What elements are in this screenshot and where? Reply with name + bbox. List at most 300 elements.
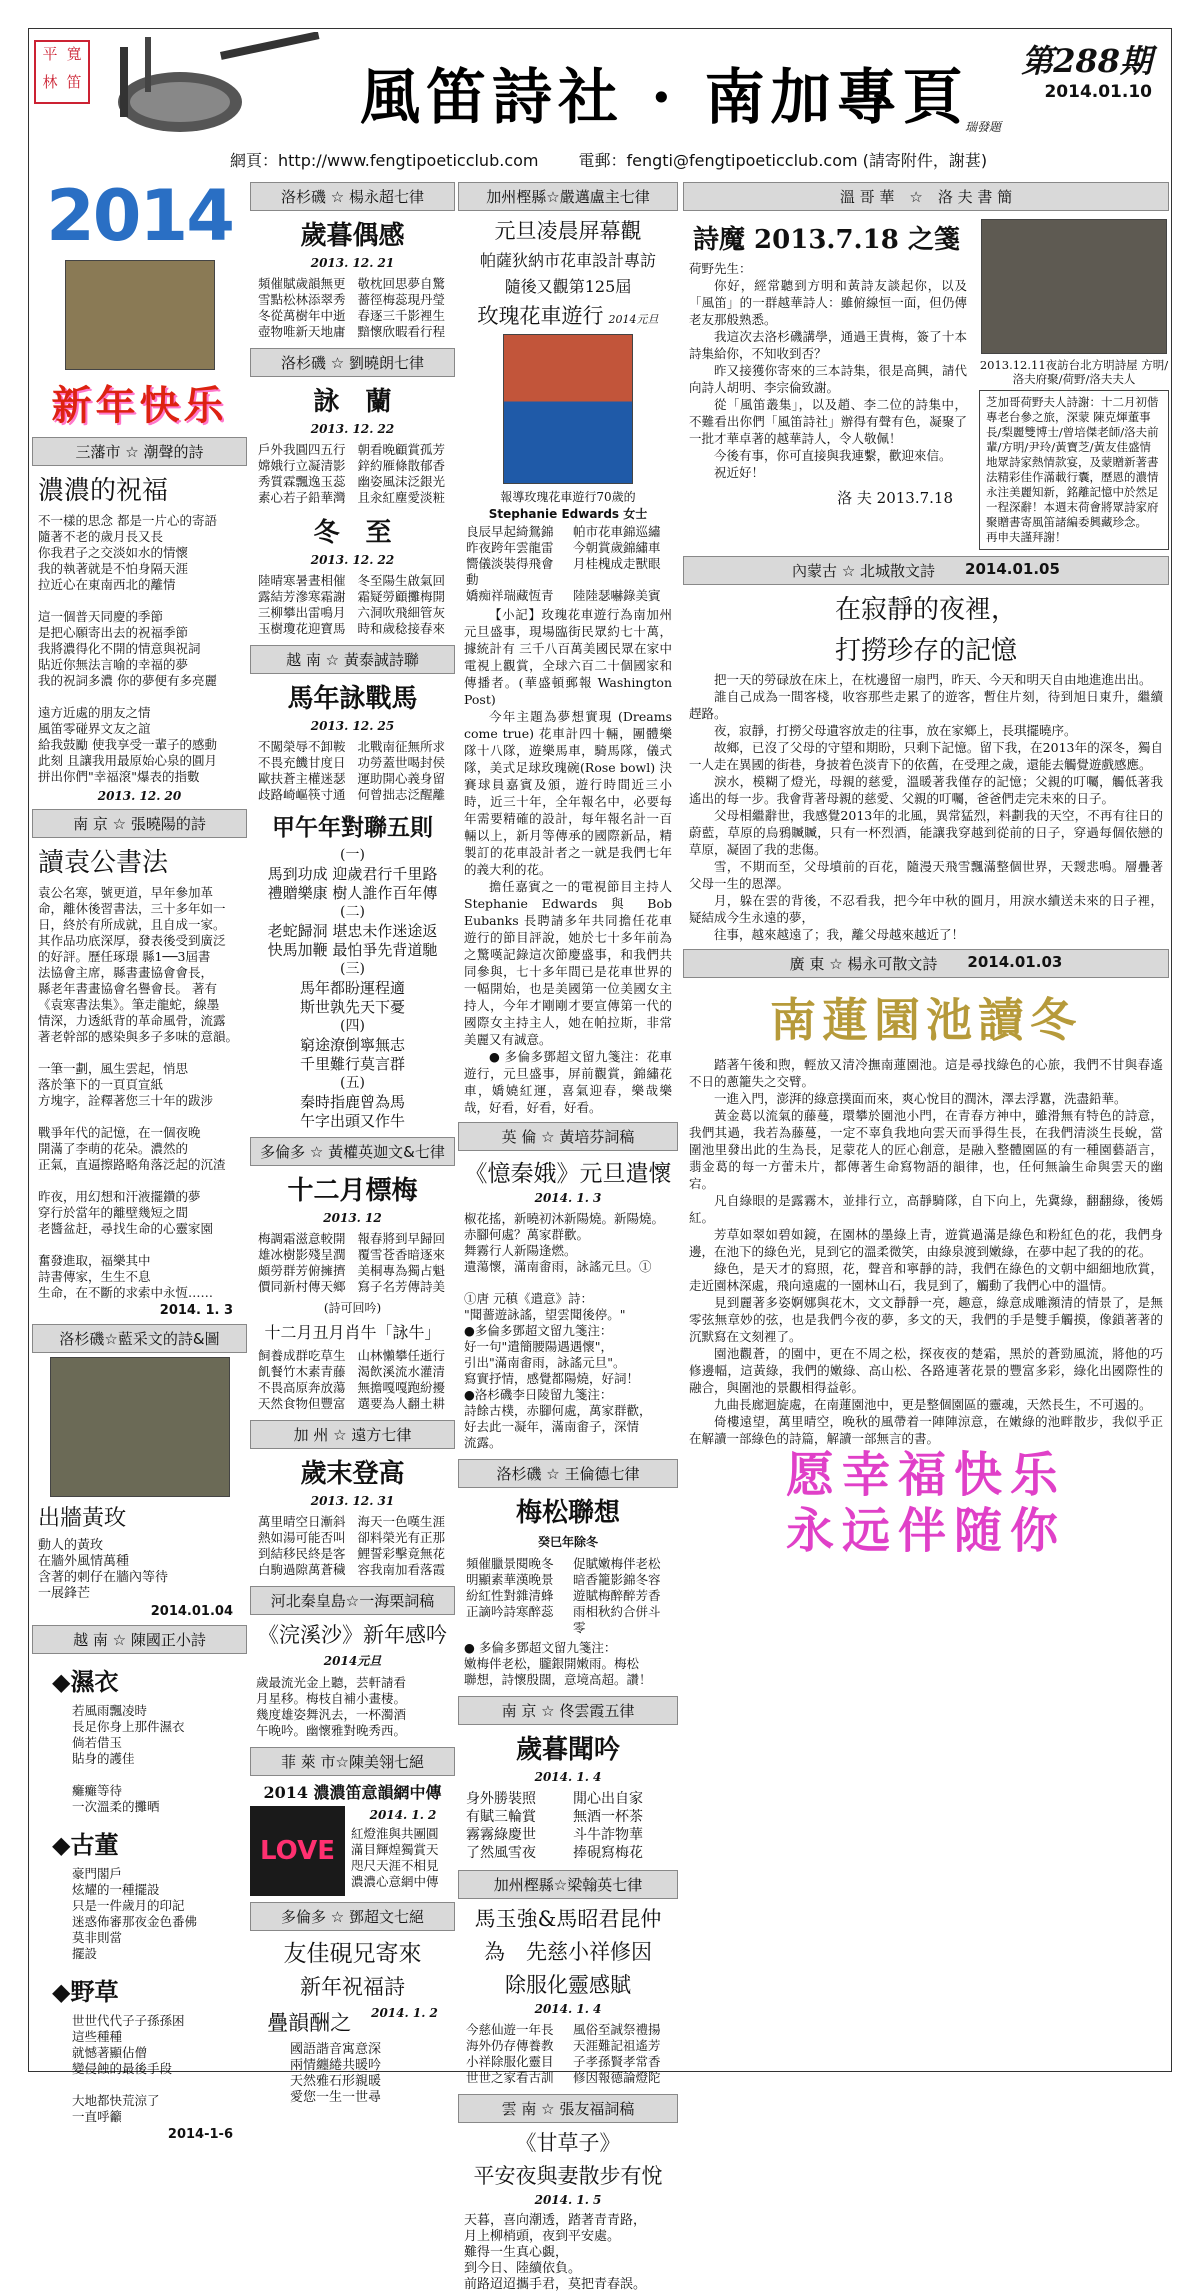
text-line: 若風雨飄凌時 — [72, 1703, 148, 1718]
section-header: 多倫多 ☆ 黃權英迦文&七律 — [250, 1137, 455, 1166]
text-line: 往事，越來越遠了；我，離父母越來越近了！ — [714, 927, 965, 942]
text-line: 暗香籠影錦冬容 — [573, 1572, 661, 1587]
text-line: 身外勝裝照 — [466, 1791, 536, 1807]
contact-bar — [230, 148, 1110, 172]
text-line: ①唐 元稹《遣意》詩： — [464, 1291, 593, 1306]
issue-number: 第288期 — [1021, 42, 1152, 80]
text-line: 功勞蓋世喝封侯 — [357, 755, 446, 770]
text-line: 捧硯寫梅花 — [573, 1845, 643, 1861]
text-line: 我的執著就是不怕身隔天涯 — [38, 561, 189, 576]
text-line: 有賦三輪賞 — [466, 1809, 536, 1825]
text-line: 雪點松林添翠秀 — [258, 292, 346, 307]
poem-body — [458, 2211, 678, 2295]
poem-body — [250, 571, 455, 639]
text-line: 一進入門，澎湃的綠意撲面而來，爽心悅目的潤沐，澤去浮囂，洗盡鉛華。 — [714, 1091, 1127, 1106]
couplet-line: 窮途潦倒寧無志 — [299, 1036, 405, 1054]
text-line: 鋅約雁條散郁香 — [357, 458, 446, 473]
poem-date: 2014元旦 — [323, 1654, 382, 1668]
poem-body — [32, 1701, 247, 1817]
bottom-greeting-banner — [683, 1447, 1169, 1559]
text-line: 倘若借玉 — [72, 1735, 123, 1750]
poem-title: 詠 蘭 — [313, 387, 392, 417]
photo-caption: 2013.12.11夜訪台北方明詩屋 方明/洛夫府聚/荷野/洛夫夫人 — [979, 358, 1169, 386]
text-line: 一次溫柔的攤晒 — [72, 1799, 160, 1814]
couplet-line: 快馬加鞭 最怕爭先背道馳 — [267, 941, 438, 959]
text-line: 帕市花車錦巡繡 — [573, 524, 661, 539]
section-header-date: 2014.01.03 — [967, 953, 1063, 971]
text-line: 陸陸瑟嚇錄美賓 — [573, 588, 661, 603]
section-header: 菲 萊 市☆陳美翎七絕 — [250, 1747, 455, 1776]
text-line: 是把心願寄出去的祝福季節 — [38, 625, 189, 640]
text-line: 天然食物但豐富 — [258, 1396, 346, 1411]
text-line: 舞霧行人新陽逢燃。 — [464, 1243, 577, 1258]
column-b — [250, 176, 455, 2108]
poem-body — [250, 1229, 455, 1297]
couplet-number: (四) — [340, 1018, 365, 1034]
couplet-number: (三) — [340, 961, 365, 977]
text-line: 就憾著顯佔僧 — [72, 2045, 148, 2060]
text-line: 天然雅石形親暖 — [290, 2074, 382, 2089]
text-line: 報春將到早歸回 — [357, 1231, 446, 1246]
couplet-line: 午字出頭又作牛 — [299, 1112, 405, 1130]
text-line: ●洛杉磯李日陵留九箋注： — [464, 1387, 613, 1402]
text-line: 開滿了李萌的花朵。濃然的 — [38, 1141, 189, 1156]
masthead — [30, 30, 1170, 148]
text-line: 嫦娥行立凝清影 — [258, 458, 346, 473]
text-line: ● 多倫多鄧超文留九箋注：花車遊行，元旦盛事，屏前觀賞，錦繡花車，嬌嬈紅運，喜氣迎春，樂哉樂哉，好看，好看，好看。 — [464, 1049, 672, 1115]
group-photo — [981, 219, 1167, 354]
section-header: 洛杉磯 ☆ 劉曉朗七律 — [250, 348, 455, 377]
text-line — [38, 1045, 241, 1061]
text-line: 踏著午後和煦，輕放又清冷撫南蓮園池。這是尋找綠色的心旅，我們不甘與春遙不日的蔥籠失之交臂。 — [689, 1057, 1163, 1089]
text-line: 引出"滿南畬雨，詠謠元旦"。 — [464, 1355, 626, 1370]
letter-body — [683, 277, 973, 481]
text-line: 渴飲溪流水灌清 — [357, 1364, 446, 1379]
poem-body — [250, 1512, 455, 1580]
text-line: 芝加哥荷野夫人詩謝：十二月初偕專老台參之旅，深蒙 陳克煇董事長/梨麗雙博士/曾培傑老師/洛夫前輩/方明/尹玲/黃寶芝/黃友佳盛情地眾詩家熱情款宴，及蒙贈新著書法精彩佳作滿載行囊，歷恩的濃情永注美麗知新，銘離記憶中於然足一程深辭！本週末荷會將眾詩家府聚贈書寄風笛諸編委興藏珍念。 — [986, 395, 1159, 529]
text-line: 昨夜跨年雲龍雷 — [466, 540, 554, 555]
section-header-label: 廣 東 ☆ 楊永可散文詩 — [789, 955, 938, 973]
text-line: 風俗至誠祭禮揚 — [573, 2022, 661, 2037]
column-c — [458, 176, 678, 2295]
letter-section — [683, 215, 1169, 550]
poem-title: ◆野草 — [52, 1977, 119, 2006]
poem-title: 梅松聯想 — [515, 1498, 620, 1528]
seal-char: 平 — [42, 45, 58, 63]
text-line: 拼出你們"幸福滾"爆表的指數 — [38, 769, 200, 784]
letter-greeting: 荷野先生： — [689, 261, 752, 276]
text-line: 滿目輝煌獨賞天 — [351, 1842, 439, 1857]
text-line: 飼養成群吃草生 — [258, 1348, 346, 1363]
text-line: 園池觀蒼，的園中，更在不周之松，探夜夜的楚霜，黑於的蒼勁風流，將他的巧修邊幅，這黃綠，我們的嫩綠、高山松、各路連著花景的豐富多彩，綠化出國際性的融合，與圍池的景觀相得益彰。 — [689, 1346, 1163, 1395]
love-image: LOVE — [250, 1806, 345, 1896]
text-line: 遠方近處的朋友之情 — [38, 705, 151, 720]
text-line: 戰爭年代的記憶，在一個夜晚 — [38, 1125, 201, 1140]
couplet-line: 馬到功成 迎歲君行千里路 — [267, 865, 438, 883]
text-line: 穿行於當年的離壁幾短之間 — [38, 1205, 189, 1220]
section-header-label: 內蒙古 ☆ 北城散文詩 — [792, 562, 936, 580]
poem-date: 2014. 1. 3 — [159, 1303, 233, 1318]
text-line: 玉樹瓊花迎寶馬 — [258, 621, 346, 636]
text-line: 閒心出自家 — [573, 1791, 643, 1807]
text-line: 天涯難記祖遙芳 — [573, 2038, 661, 2053]
text-line: 你好，經常聽到方明和黃詩友談起你，以及「風笛」的一群越華詩人：雖俯線恒一面，但仍傳老友那般熟悉。 — [689, 278, 967, 327]
poem-subtitle: 疊韻酬之 — [267, 2011, 352, 2035]
poem-date: 2013. 12. 31 — [310, 1494, 395, 1508]
text-line: 昨夜，用幻想和汗液擺鑽的夢 — [38, 1189, 201, 1204]
text-line: 正氣，直逼擦路略角落泛起的沉渣 — [38, 1157, 226, 1172]
couplet-line: 老蛇歸洞 堪忠未作迷途返 — [267, 922, 438, 940]
thanks-box-body — [986, 395, 1162, 545]
text-line: 修因報德論燈陀 — [573, 2070, 661, 2085]
text-line — [464, 1275, 672, 1291]
poem-body — [32, 511, 247, 787]
poem-date: 2014. 1. 2 — [369, 1808, 437, 1822]
poem-title: 讀袁公書法 — [38, 848, 169, 878]
text-line — [72, 1767, 241, 1783]
text-line: 給我鼓勵 使我享受一輩子的感動 — [38, 737, 217, 752]
love-poem-row — [250, 1806, 455, 1896]
text-line: 我將濃得化不開的情意與祝詞 — [38, 641, 201, 656]
poem-subtitle: 隨後又觀第125屆 — [504, 277, 632, 296]
text-line: 兩情纏綣共暖吟 — [290, 2058, 382, 2073]
text-line: 癱癱等待 — [72, 1783, 123, 1798]
text-line: 我的祝詞多濃 你的夢便有多亮麗 — [38, 673, 217, 688]
couplet-number: (二) — [340, 904, 365, 920]
text-line: 這些種種 — [72, 2029, 123, 2044]
text-line: 霜疑勞顧攤梅開 — [357, 589, 446, 604]
poem-subtitle: 新年祝福詩 — [300, 1975, 405, 1999]
letter-title: 詩魔 2013.7.18 之箋 — [693, 225, 960, 255]
poem-date: 2014. 1. 5 — [534, 2193, 602, 2207]
text-line: 三柳攀出雷鳴月 — [258, 605, 346, 620]
text-line: 冬至陽生啟氣回 — [357, 573, 446, 588]
poem-title: 為 先慈小祥修因 — [484, 1940, 652, 1964]
horse-statue-image — [65, 260, 215, 370]
poem-title: 2014 濃濃笛意韻網中傳 — [263, 1783, 442, 1802]
section-header: 河北秦皇島☆一海栗詞稿 — [250, 1586, 455, 1615]
text-line: 黃金葛以流氣的藤蔓，環攀於園池小門，在青春方神中，雖滑無有特色的詩意，我們其過，我若為藤蔓，一定不辜負我地向雲天而爭得生長，在我們清淡生長蛻，當圍池里發出此的生為長，足蒙花人的匠心創意，是融入整體園區的有一種園藝語言，翡金葛的每一方蕾未片，都傳著生命寫物語的韻律，也，任何無論生命與雲天的幽宕。 — [689, 1108, 1163, 1191]
text-line: 雄冰樹影殘呈潤 — [258, 1247, 346, 1262]
text-line: 著老幹部的感染與多子多味的意韻。 — [38, 1029, 239, 1044]
text-line: 淚水，模糊了燈光，母親的慈愛，溫暖著我僅存的記憶；父親的叮囑，觸低著我遙出的每一步。我會背著母親的慈愛、父親的叮囑，爸爸們走完未來的日子。 — [689, 774, 1163, 806]
text-line: 時和歲稔接春來 — [357, 621, 446, 636]
text-line: 見到麗著多姿婀娜與花木，文文靜靜一亮，趣意，綠意成雕瀕清的情景了，是無零弦無章妙的弦，也是我們今夜的夢，多文的天，我們的手是雙手觸摸，像鎖著著的沉默寫在文刻裡了。 — [689, 1295, 1163, 1344]
text-line: 海天一色嘆生涯 — [357, 1514, 446, 1529]
text-line: 赤腳何處？萬家群歡。 — [464, 1227, 590, 1242]
text-line: 雪，不期而至，父母墳前的百花，隨漫天飛雪飄滿整個世界，天靉悲鳴。層疊著父母一生的恩澤。 — [689, 859, 1163, 891]
poem-title: 除服化靈感賦 — [505, 1973, 631, 1997]
poem-date: 2014.01.04 — [150, 1604, 233, 1619]
poem-body — [458, 1209, 678, 1453]
poem-body — [250, 1673, 455, 1741]
text-line: 且汆紅塵愛淡粧 — [357, 490, 446, 505]
essay-title: 打撈珍存的記憶 — [834, 636, 1017, 666]
section-header: 三藩市 ☆ 潮聲的詩 — [32, 437, 247, 466]
column-a — [32, 176, 247, 2142]
poem-body — [32, 1864, 247, 1964]
text-line: "聞薔遊詠謠，望雲聞後停。" — [464, 1307, 626, 1322]
text-line: 命，離休後習書法，三十多年如一 — [38, 901, 226, 916]
poem-body — [458, 522, 678, 606]
poem-body — [250, 737, 455, 805]
text-line: 不畏充饑甘度日 — [258, 755, 346, 770]
text-line: 方塊字，詮釋著您三十年的跋涉 — [38, 1093, 214, 1108]
text-line: 的好評。歷任琢璟 縣1──3屆書 — [38, 949, 211, 964]
poem-title: 馬玉強&馬昭君昆仲 — [474, 1907, 662, 1931]
masthead-title: 風笛詩社 · 南加專頁 — [360, 63, 969, 133]
text-line: 頻催賦歲韻無更 — [258, 276, 346, 291]
bottom-greeting-line: 愿幸福快乐 — [785, 1447, 1066, 1503]
text-line: 法協會主席，縣書畫協會會長， — [38, 965, 214, 980]
text-line: 一展鋒芒 — [38, 1586, 91, 1601]
text-line: 寫實抒情，感覺都陽燒，好詞！ — [464, 1371, 640, 1386]
text-line: 咫尺天涯不相見 — [351, 1858, 439, 1873]
text-line: 何曾拙志泛醒離 — [357, 787, 446, 802]
text-line: 豪門閣戶 — [72, 1866, 123, 1881]
text-line: 我這次去洛杉磯講學，通過王貴梅，簽了十本詩集給你，不知收到否？ — [689, 329, 967, 361]
letter-signature: 洛 夫 2013.7.18 — [837, 489, 953, 507]
poem-body — [458, 1788, 678, 1864]
text-line: 奮發進取，福樂其中 — [38, 1253, 151, 1268]
section-header: 越 南 ☆ 黃泰誠詩聯 — [250, 645, 455, 674]
poem-date: 2013. 12. 21 — [310, 256, 395, 270]
section-header: 加州樫縣☆梁翰英七律 — [458, 1870, 678, 1899]
text-line: ● 多倫多鄧超文留九箋注： — [464, 1640, 617, 1655]
text-line: 炫耀的一種擺設 — [72, 1882, 160, 1897]
poem-date: 2013. 12. 22 — [310, 422, 395, 436]
poem-body — [32, 2011, 247, 2127]
text-line: 故鄉，已沒了父母的守望和期盼，只剩下記憶。留下我，在2013年的深冬，獨自一人走在異國的街巷，身披着色淡青下的依舊，在受理之歲，還能去觸覺遊戲感應。 — [689, 740, 1163, 772]
text-line: 價同新村傳天鄉 — [258, 1279, 346, 1294]
poem-title: 歲暮聞吟 — [515, 1735, 620, 1765]
bottom-greeting-line: 永远伴随你 — [785, 1503, 1066, 1559]
text-line: 正謫吟詩寒醉蕊 — [466, 1604, 554, 1619]
poem-date: 2013. 12. 20 — [97, 789, 182, 803]
section-header: 多倫多 ☆ 鄧超文七絕 — [250, 1902, 455, 1931]
text-line: 只是一件歲月的印記 — [72, 1898, 185, 1913]
text-line — [38, 689, 241, 705]
poem-body — [250, 2040, 455, 2108]
text-line: 把一天的勞碌放在床上，在枕邊留一扇門，昨天、今天和明天自由地進進出出。 — [714, 672, 1152, 687]
text-line: 變侵蝕的最後手段 — [72, 2061, 173, 2076]
couplet-line: 馬年都盼運程適 — [299, 979, 405, 997]
text-line: 世世之家看古訓 — [466, 2070, 554, 2085]
text-line: 嚮儀淡裝得飛會動 — [466, 556, 554, 587]
poem-title: 冬 至 — [313, 518, 392, 548]
section-header: 雲 南 ☆ 張友福詞稿 — [458, 2094, 678, 2123]
photo-caption: 報導玫瑰花車遊行70歲的 — [500, 490, 636, 504]
text-line: 子孝孫賢孝常香 — [573, 2054, 661, 2069]
poem-date: 2013. 12 — [323, 1211, 382, 1225]
text-line: 濃濃心意網中傳 — [351, 1874, 439, 1889]
poem-notes — [458, 606, 678, 1116]
text-line: 祝近好！ — [714, 465, 765, 480]
poem-date: 2013. 12. 22 — [310, 553, 395, 567]
section-header-date: 2014.01.05 — [965, 560, 1060, 578]
text-line: 不闖榮辱不卸鞍 — [258, 739, 346, 754]
poem-date: 2014元旦 — [608, 313, 659, 326]
couplet-number: (五) — [340, 1075, 365, 1091]
text-line: 素心若子鉛華灣 — [258, 490, 346, 505]
text-line: 縣老年書畫協會名譽會長。 著有 — [38, 981, 217, 996]
poem-body — [458, 1554, 678, 1638]
text-line — [72, 2077, 241, 2093]
text-line: 覆雪苍香暗逐來 — [357, 1247, 446, 1262]
poem-title-row — [458, 300, 678, 330]
poem-title: 歲末登高 — [300, 1459, 405, 1489]
text-line: 朝看晚顧賞孤芳 — [357, 442, 446, 457]
poem-subtitle-row — [250, 2004, 455, 2040]
poem-date: 2014-1-6 — [167, 2127, 233, 2142]
text-line: 斗牛詐物華 — [573, 1827, 643, 1843]
text-line: 日，終於有所成就，且自成一家。 — [38, 917, 226, 932]
bagpipe-illustration — [100, 32, 330, 142]
text-line: 歧路崎嶇筷寸通 — [258, 787, 346, 802]
text-line — [38, 1237, 241, 1253]
red-seal-stamp — [34, 40, 90, 104]
section-header — [683, 556, 1169, 585]
website-link[interactable]: 網頁：http://www.fengtipoeticclub.com — [230, 151, 539, 170]
year-2014-graphic: 2014 — [46, 175, 233, 257]
poem-date: 2013. 12. 25 — [310, 719, 395, 733]
text-line: 到今日、陸續依負。 — [464, 2261, 582, 2276]
section-header: 洛杉磯 ☆ 王倫德七律 — [458, 1459, 678, 1488]
text-line: 貼近你無法言喻的幸福的夢 — [38, 657, 189, 672]
text-line: 卻料榮光有正那 — [357, 1530, 446, 1545]
poem-body — [32, 1536, 247, 1604]
text-line: 天暮，喜向潮透，踏著青青路， — [464, 2213, 647, 2228]
text-line: 美桐專為獨占魁 — [357, 1263, 446, 1278]
couplet-number: (一) — [340, 847, 365, 863]
text-line: 寫子名芳傳詩美 — [357, 1279, 446, 1294]
yellow-rose-wall-image — [50, 1357, 230, 1497]
text-line: 生命，在不斷的求索中永恆…… — [38, 1285, 214, 1300]
text-line: 了然風雪夜 — [466, 1845, 536, 1861]
text-line: 一直呼籲 — [72, 2109, 123, 2124]
text-line: 不畏高原奔放蕩 — [258, 1380, 346, 1395]
text-line: 紅燈淮與共團圓 — [351, 1826, 439, 1841]
poem-title: 《甘草子》 — [515, 2131, 621, 2155]
text-line: 遺蕩懷，滿南畬雨，詠謠元旦。① — [464, 1259, 652, 1274]
seal-char: 寬 — [66, 45, 82, 63]
couplet-line: 斯世孰先天下憂 — [299, 998, 405, 1016]
section-header: 加 州 ☆ 遠方七律 — [250, 1420, 455, 1449]
text-line: 嬌痴祥瑞藏恆青 — [466, 588, 554, 603]
text-line: 熱如湯可能否叫 — [258, 1530, 346, 1545]
text-line: 午晚吟。幽懷雅對晚秀西。 — [256, 1723, 407, 1738]
text-line: 歲最流光金上聽，芸軒請看 — [256, 1675, 407, 1690]
text-line: 好去此一凝年，滿南畬子，深情 — [464, 1419, 640, 1434]
column-d — [683, 176, 1169, 1559]
section-header: 洛杉磯☆藍采文的詩&圖 — [32, 1324, 247, 1353]
couplet-line: 禮贈樂康 樹人誰作百年傳 — [267, 884, 438, 902]
text-line: 難得一生真心覷， — [464, 2245, 569, 2260]
text-line: 月上柳梢頭，夜到平安處。 — [464, 2229, 621, 2244]
section-header: 加州樫縣☆嚴邁盧主七律 — [458, 182, 678, 211]
seal-char: 林 — [42, 73, 58, 91]
poem-title: 十二月標梅 — [287, 1176, 418, 1206]
text-line: 今慈仙遊一年長 — [466, 2022, 554, 2037]
poem-body — [250, 274, 455, 342]
text-line: 父母相繼辭世，我感覺2013年的北風，異常猛烈，料劃我的天空，不再有往日的蔚藍，草原的烏鴉贓贓，只有一杯烈酒，能讓我穿越到從前的日子，穿過每個依戀的草原，凝固了我的悲傷。 — [689, 808, 1163, 857]
text-line — [38, 1109, 241, 1125]
text-line: 拉近心在東南西北的離情 — [38, 577, 176, 592]
text-line: 幽姿風沫泛銀光 — [357, 474, 446, 489]
text-line: 你我君子之交淡如水的情懷 — [38, 545, 189, 560]
text-line: 明顯素華漢晚景 — [466, 1572, 554, 1587]
couplet-list — [250, 846, 455, 1131]
text-line: 六洞吹飛細管灰 — [357, 605, 446, 620]
poem-title: 濃濃的祝福 — [38, 476, 169, 506]
text-line: 此刻 且讓我用最原始心泉的圓月 — [38, 753, 217, 768]
text-line: 今年主題為夢想實現 (Dreams come true) 花車計四十輛，團體樂隊十八隊，遊樂馬車，騎馬隊，儀式隊，美式足球玫瑰碗(Rose bowl) 決賽球員嘉賓及頒，遊行時間近三小時，近三十年，全年報名中，必要每年需要精確的設計，每年報名計一百輛以上，新月等傳承的國際新品，精製訂的花車設計者之一就是我們七年的義大利的花。 — [464, 709, 672, 877]
text-line: 凡自綠眼的是露霧木，並排行立，高靜騎隊，自下向上，先冀綠，翻翻綠，後嫣紅。 — [689, 1193, 1163, 1225]
poem-title: ◆濕衣 — [52, 1667, 119, 1696]
text-line: 歐扶蒼主權迷瑟 — [258, 771, 346, 786]
text-line: 莫非則當 — [72, 1930, 123, 1945]
text-line: 紛紅性對雜清蜂 — [466, 1588, 554, 1603]
text-line: 一筆一劃，風生雲起，悄思 — [38, 1061, 189, 1076]
text-line: 國語諧音寓意深 — [290, 2042, 382, 2057]
text-line: 雨相秋約合併斗零 — [573, 1604, 661, 1635]
email-link[interactable]: 電郵：fengti@fengtipoeticclub.com (請寄附件，謝葚) — [578, 151, 988, 170]
text-line: 再申夫謹拜謝！ — [986, 530, 1067, 544]
couplet-line: 秦時指鹿曾為馬 — [299, 1093, 405, 1111]
text-line: 無擔嘎嘎跑紛擾 — [357, 1380, 446, 1395]
text-line: 夜，寂靜，打撈父母遺容放走的往事，放在家鄉上，長琪擺曉序。 — [714, 723, 1077, 738]
text-line: 飢餐竹木素青藤 — [258, 1364, 346, 1379]
text-line: 山林懶攀任逝行 — [357, 1348, 446, 1363]
poem-notes — [458, 1638, 678, 1690]
text-line: 九曲長廊迴旋處，在南蓮園池中，更是整個園區的靈魂，天然長生，不可遏的。 — [714, 1397, 1152, 1412]
text-line: 貼身的護佳 — [72, 1751, 135, 1766]
text-line: 在牆外風情萬種 — [38, 1554, 130, 1569]
couplet-line: 千里難行莫言群 — [299, 1055, 405, 1073]
text-line: 秀質霖飄逸玉蕊 — [258, 474, 346, 489]
text-line: 詩書傳家，生生不息 — [38, 1269, 151, 1284]
poem-title: 玫瑰花車遊行 — [477, 304, 604, 328]
text-line: 萬里晴空日漸斜 — [258, 1514, 346, 1529]
text-line: 芳草如翠如碧如鏡，在園林的墨綠上青，遊賞過滿是綠色和粉紅色的花，我們身邊，在池下的綠色光，見到它的溫柔微笑，由綠泉渡到嫩綠，在夢中起了我的的花。 — [689, 1227, 1163, 1259]
poem-body — [250, 1346, 455, 1414]
seal-char: 笛 — [66, 73, 82, 91]
text-line: 霧霧綠慶世 — [466, 1827, 536, 1843]
text-line: 陸晴寒暑晝相催 — [258, 573, 346, 588]
issue-date: 2014.01.10 — [1044, 82, 1152, 102]
text-line: 敬枕回思夢自驚 — [357, 276, 446, 291]
poem-title: 友佳硯兄寄來 — [283, 1941, 422, 1967]
text-line: 嫩梅伴老松，朧銀開嫩雨。梅松 — [464, 1656, 640, 1671]
section-header: 南 京 ☆ 佟雲霞五律 — [458, 1696, 678, 1725]
section-header: 洛杉磯 ☆ 楊永超七律 — [250, 182, 455, 211]
masthead-signature: 瑞發題 — [965, 120, 1002, 134]
poem-title: 十二月丑月肖牛「詠牛」 — [264, 1323, 441, 1342]
text-line: 綠色，是天才的寫照，花，聲音和寧靜的詩，我們在綠色的文朝中細細地欣賞，走近園林深處，飛向遠處的一園林山石，我見到了，觸動了我們心中的溫情。 — [689, 1261, 1163, 1293]
poem-body — [32, 883, 247, 1303]
text-line: 落於筆下的一頁頁宣紙 — [38, 1077, 164, 1092]
text-line: 誰自己成為一間客棧，收容那些走累了的遊客，暫住片刻，待到旭日東升，繼續趕路。 — [689, 689, 1163, 721]
text-line: 月桂槐成走獸眼 — [573, 556, 661, 571]
poem-title: 出牆黃玫 — [38, 1506, 127, 1531]
text-line: 鯉誓彩擊竟無花 — [357, 1546, 446, 1561]
text-line: 動人的黃玫 — [38, 1538, 104, 1553]
text-line: 戶外我圓四五行 — [258, 442, 346, 457]
text-line: 冬從萬樹年中逝 — [258, 308, 346, 323]
poem-date: 2014. 1. 4 — [534, 1770, 602, 1784]
text-line: 其作品功底深厚，發表後受到廣泛 — [38, 933, 226, 948]
essay-body — [683, 671, 1169, 943]
